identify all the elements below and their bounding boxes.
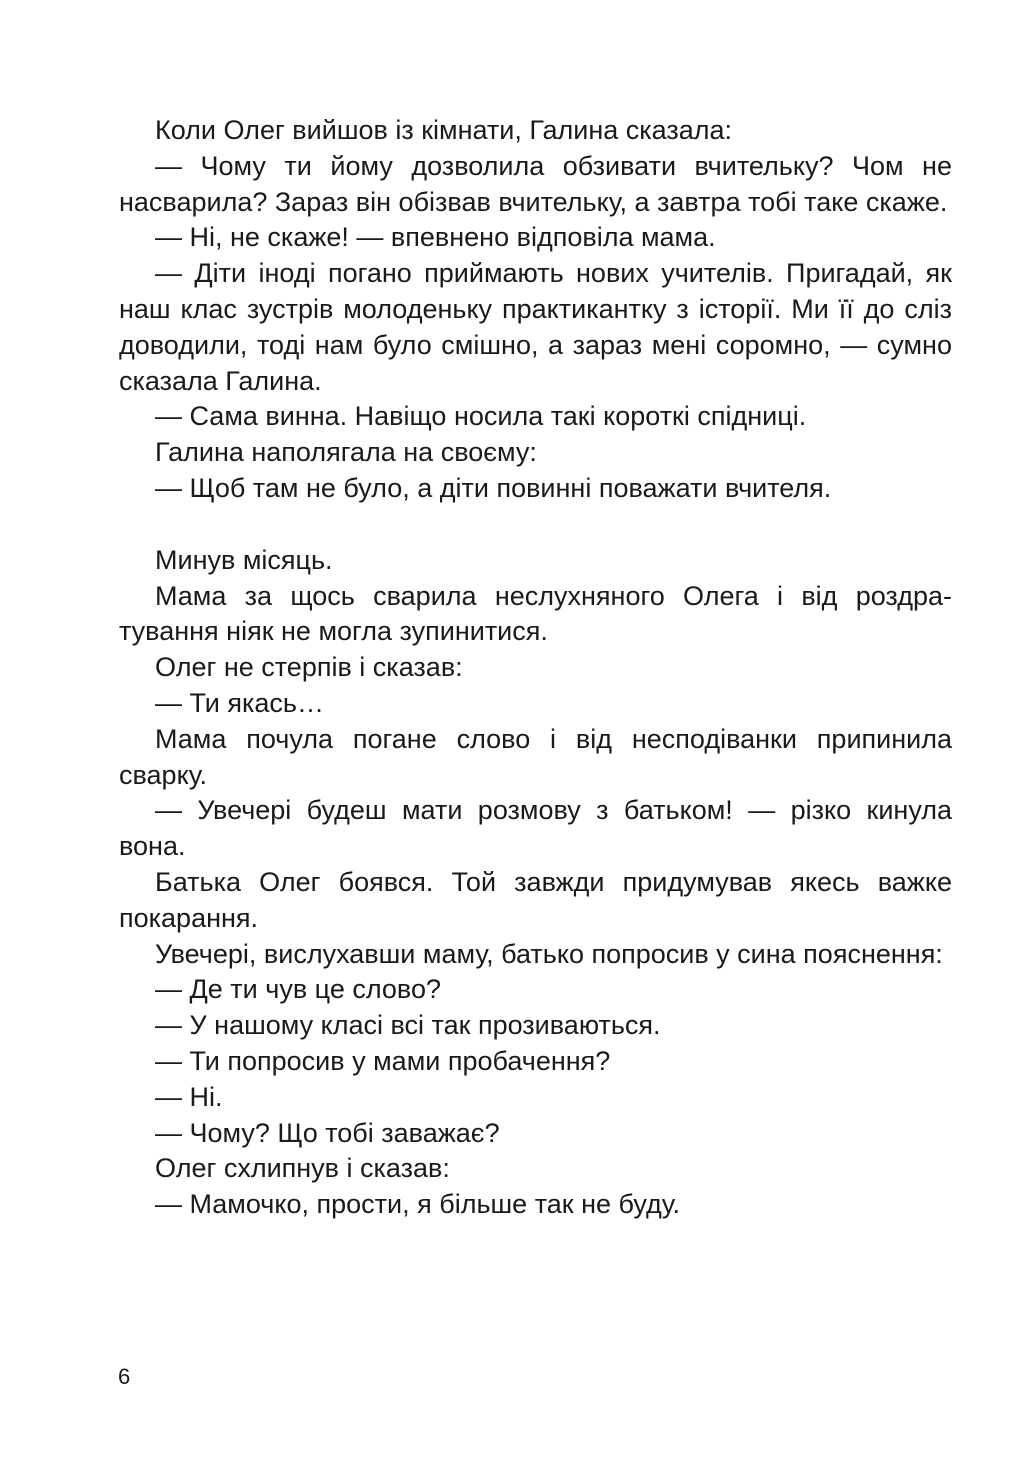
paragraph: — Сама винна. Навіщо носила такі короткі спідниці. [155, 401, 807, 432]
paragraph: Увечері, вислухавши маму, батько попросив у сина пояснення: [155, 938, 943, 969]
paragraph: — Щоб там не було, а діти повинні поважати вчителя. [155, 472, 832, 503]
paragraph: Мама за щось сварила неслухняного Олега і від роздратування ніяк не могла зупинитися. [119, 580, 952, 647]
paragraph: Олег не стерпів і сказав: [155, 652, 463, 683]
paragraph: Коли Олег вийшов із кімнати, Галина сказала: [155, 115, 733, 145]
paragraph: Батька Олег боявся. Той завжди придумував якесь важке покарання. [119, 866, 952, 933]
paragraph: Олег схлипнув і сказав: [155, 1153, 450, 1184]
paragraph: Минув місяць. [155, 544, 333, 575]
paragraph: — Ні, не скаже! — впевнено відповіла мама. [155, 222, 716, 253]
paragraph: — Де ти чув це слово? [155, 974, 441, 1005]
paragraph: — Ні. [155, 1081, 223, 1112]
paragraph: — Ти попросив у мами пробачення? [155, 1045, 611, 1076]
page-body [119, 113, 952, 1223]
paragraph: Мама почула погане слово і від несподіванки припинила сварку. [119, 723, 952, 790]
paragraph: — У нашому класі всі так прозиваються. [155, 1010, 661, 1041]
page-number: 6 [118, 1364, 131, 1389]
paragraph: — Діти іноді погано приймають нових учителів. Пригадай, як наш клас зустрів молоденьку практикантку з історії. Ми її до сліз доводили, тоді нам було смішно, а зараз мені соромно, — сумно сказала Галина. [119, 258, 952, 396]
paragraph: — Увечері будеш мати розмову з батьком! — різко кинула вона. [119, 795, 952, 862]
paragraph: — Мамочко, прости, я більше так не буду. [155, 1189, 681, 1220]
paragraph: Галина наполягала на своєму: [155, 437, 537, 468]
paragraph: — Чому? Що тобі заважає? [155, 1117, 500, 1148]
paragraph: — Ти якась… [155, 687, 325, 718]
paragraph: — Чому ти йому дозволила обзивати вчительку? Чом не насварила? Зараз він обізвав вчительку, а завтра тобі таке скаже. [119, 150, 952, 217]
